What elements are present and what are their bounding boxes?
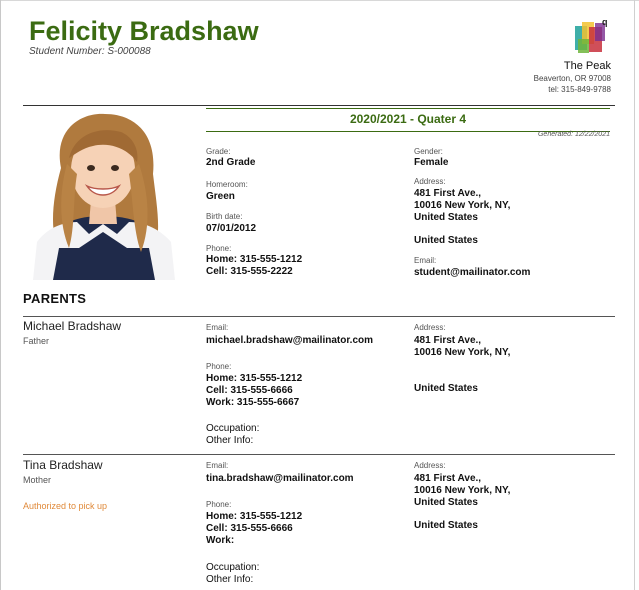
parent-other-info: Other Info: xyxy=(206,435,254,446)
grade-label: Grade: xyxy=(206,147,231,156)
parent-address-country: United States xyxy=(414,383,478,394)
parent-other-info: Other Info: xyxy=(206,574,254,585)
parent-relation: Mother xyxy=(23,475,52,485)
parent-phone-label: Phone: xyxy=(206,362,232,371)
parent-name: Tina Bradshaw xyxy=(23,458,103,472)
student-address-line3: United States xyxy=(414,212,478,223)
parent-address-label: Address: xyxy=(414,461,446,470)
generated-date: Generated: 12/22/2021 xyxy=(537,131,610,138)
page-border-right xyxy=(634,0,635,590)
parent-phone-home: Home: 315-555-1212 xyxy=(206,511,303,522)
colorful-q-logo-icon xyxy=(573,17,613,57)
page-border-left xyxy=(0,0,1,590)
school-phone: tel: 315-849-9788 xyxy=(548,85,611,94)
parent-address-country: United States xyxy=(414,520,478,531)
term-bar xyxy=(206,108,610,132)
parent-address-line1: 481 First Ave., xyxy=(414,473,482,484)
parent-phone-cell: Cell: 315-555-6666 xyxy=(206,385,293,396)
student-phone-label: Phone: xyxy=(206,244,232,253)
parent-address-line1: 481 First Ave., xyxy=(414,335,482,346)
gender-label: Gender: xyxy=(414,147,443,156)
student-phone-cell: Cell: 315-555-2222 xyxy=(206,266,293,277)
student-address-line1: 481 First Ave., xyxy=(414,188,482,199)
student-email-label: Email: xyxy=(414,256,437,265)
student-phone-home: Home: 315-555-1212 xyxy=(206,254,303,265)
parent-address-line3: United States xyxy=(414,497,478,508)
student-name: Felicity Bradshaw xyxy=(29,16,259,46)
school-name: The Peak xyxy=(563,60,611,72)
student-photo xyxy=(23,108,183,280)
parents-heading: PARENTS xyxy=(23,291,87,306)
svg-text:q: q xyxy=(602,17,608,27)
parent-divider xyxy=(23,454,615,455)
parent-relation: Father xyxy=(23,336,50,346)
grade-value: 2nd Grade xyxy=(206,157,256,168)
homeroom-label: Homeroom: xyxy=(206,180,248,189)
parent-occupation: Occupation: xyxy=(206,423,260,434)
parent-phone-work: Work: 315-555-6667 xyxy=(206,397,300,408)
parent-address-line2: 10016 New York, NY, xyxy=(414,347,511,358)
parent-phone-label: Phone: xyxy=(206,500,232,509)
parents-divider xyxy=(23,316,615,317)
parent-email-value[interactable]: tina.bradshaw@mailinator.com xyxy=(206,473,354,484)
gender-value: Female xyxy=(414,157,449,168)
authorized-pickup-badge: Authorized to pick up xyxy=(23,501,108,511)
birth-date-value: 07/01/2012 xyxy=(206,223,257,234)
parent-occupation: Occupation: xyxy=(206,562,260,573)
school-city: Beaverton, OR 97008 xyxy=(533,74,611,83)
parent-email-value[interactable]: michael.bradshaw@mailinator.com xyxy=(206,335,374,346)
parent-email-label: Email: xyxy=(206,323,229,332)
page-border-top xyxy=(0,0,639,1)
student-address-label: Address: xyxy=(414,177,446,186)
parent-phone-home: Home: 315-555-1212 xyxy=(206,373,303,384)
parent-phone-cell: Cell: 315-555-6666 xyxy=(206,523,293,534)
parent-name: Michael Bradshaw xyxy=(23,319,122,333)
header-divider xyxy=(23,105,615,106)
parent-address-label: Address: xyxy=(414,323,446,332)
homeroom-value: Green xyxy=(206,191,235,202)
student-email-value[interactable]: student@mailinator.com xyxy=(414,267,531,278)
parent-address-line2: 10016 New York, NY, xyxy=(414,485,511,496)
student-number: Student Number: S-000088 xyxy=(29,46,151,57)
student-address-country: United States xyxy=(414,235,478,246)
birth-date-label: Birth date: xyxy=(206,212,243,221)
parent-email-label: Email: xyxy=(206,461,229,470)
parent-phone-work: Work: xyxy=(206,535,235,546)
student-address-line2: 10016 New York, NY, xyxy=(414,200,511,211)
term-label: 2020/2021 - Quater 4 xyxy=(349,112,467,126)
